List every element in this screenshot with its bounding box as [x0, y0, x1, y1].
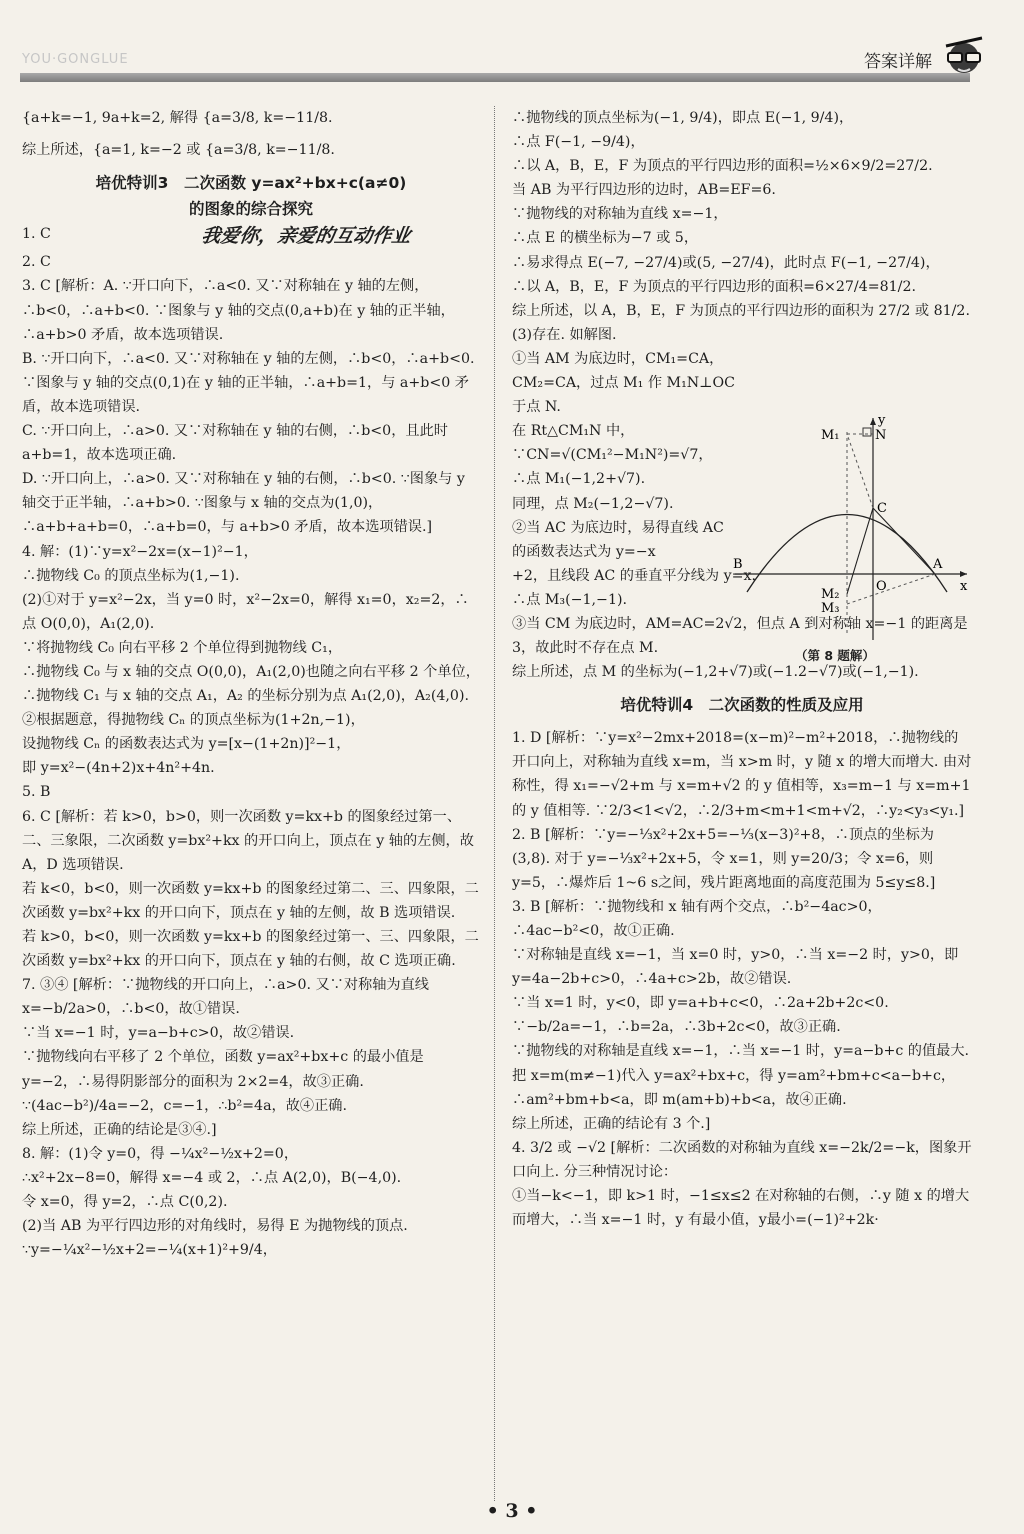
left-pre-line: 综上所述，{a=1, k=−2 或 {a=3/8, k=−11/8. [22, 142, 335, 159]
answer-line: ∵抛物线的对称轴为直线 x=−1， [512, 206, 728, 223]
x-axis-arrow [960, 571, 967, 577]
header-rule [20, 73, 970, 82]
answer-line: ∴抛物线 C₀ 的顶点坐标为(1,−1). [22, 567, 240, 584]
label-m1: M₁ [821, 428, 840, 443]
label-m2: M₂ [821, 587, 840, 602]
answer-line: 1. C [22, 226, 51, 243]
label-c: C [877, 501, 887, 516]
segment-ca [873, 508, 935, 574]
mascot-icon [938, 34, 990, 78]
answer-line: 综上所述，正确的结论有 3 个.] [512, 1115, 711, 1132]
answer-line: ∵y=−¼x²−½x+2=−¼(x+1)²+9/4， [22, 1242, 277, 1259]
answer-line: ∵(4ac−b²)/4a=−2，c=−1，∴b²=4a，故④正确. [22, 1097, 347, 1114]
segment-cm1 [847, 434, 873, 508]
handwritten-note: 我爱你，亲爱的互动作业 [199, 225, 413, 248]
left-pre-line: {a+k=−1, 9a+k=2, 解得 {a=3/8, k=−11/8. [22, 110, 333, 126]
answer-line: ③当 CM 为底边时，AM=AC=2√2，但点 A 到对称轴 x=−1 的距离是 3，故此时不存在点 M. [512, 615, 968, 657]
section-4-title: 培优特训4 二次函数的性质及应用 [620, 696, 864, 715]
page-header [0, 0, 1024, 86]
segment-am3 [847, 574, 935, 604]
answer-line: 综上所述，以 A，B，E，F 为顶点的平行四边形的面积为 27/2 或 81/2. [512, 302, 970, 319]
answer-line: 即 y=x²−(4n+2)x+4n²+4n. [22, 760, 215, 777]
figure-side-text [512, 323, 740, 564]
answer-line: D. ∵开口向上，∴a>0. 又∵对称轴在 y 轴的右侧，∴b<0. ∵图象与 y 轴交于正半轴，∴a+b>0. ∵图象与 x 轴的交点为(1,0)，∴a+b+a+b=0，∴a+b=0，与 a+b>0 矛盾，故本选项错误.] [22, 471, 465, 536]
answer-line: B. ∵开口向下，∴a<0. 又∵对称轴在 y 轴的左侧，∴b<0，∴a+b<0. ∵图象与 y 轴的交点(0,1)在 y 轴的正半轴，∴a+b=1，与 a+b<0 矛盾，故本选项错误. [22, 350, 475, 415]
answer-line: ∴以 A，B，E，F 为顶点的平行四边形的面积=½×6×9/2=27/2. [512, 158, 933, 175]
answer-line: ∴x²+2x−8=0，解得 x=−4 或 2，∴点 A(2,0)，B(−4,0). [22, 1169, 402, 1186]
answer-line: 6. C [解析：若 k>0，b>0，则一次函数 y=kx+b 的图象经过第一、二、三象限，二次函数 y=bx²+kx 的开口向上，顶点在 y 轴的左侧，故 A，D 选项错误. [22, 808, 474, 873]
answer-line: (2)①对于 y=x²−2x，当 y=0 时，x²−2x=0，解得 x₁=0，x₂=2，∴点 O(0,0)，A₁(2,0). [22, 591, 469, 632]
label-m3: M₃ [821, 601, 840, 616]
answer-line: ∴易求得点 E(−7, −27/4)或(5, −27/4)，此时点 F(−1, −27/4)， [512, 254, 940, 271]
answer-line: ∴点 M₃(−1,−1). [512, 591, 628, 608]
column-divider [494, 106, 495, 1501]
answer-line: 在 Rt△CM₁N 中，∵CN=√(CM₁²−M₁N²)=√7， [512, 423, 713, 464]
answer-line: 5. B [22, 784, 51, 801]
answer-line: 当 AB 为平行四边形的边时，AB=EF=6. [512, 182, 776, 199]
brand-text: YOU·GONGLUE [22, 52, 129, 67]
label-b: B [733, 557, 743, 572]
answer-line: ∴点 F(−1, −9/4)， [512, 134, 645, 151]
answer-line: 综上所述，正确的结论是③④.] [22, 1121, 217, 1138]
section-3-title: 培优特训3 二次函数 y=ax²+bx+c(a≠0) [95, 174, 407, 193]
label-a: A [933, 557, 943, 572]
segment-cm2 [847, 508, 873, 594]
answer-line: ∴点 E 的横坐标为−7 或 5， [512, 230, 699, 247]
answer-line: 若 k>0，b<0，则一次函数 y=kx+b 的图象经过第一、三、四象限，二次函数 y=bx²+kx 的开口向下，顶点在 y 轴的右侧，故 C 选项正确. [22, 929, 479, 970]
answer-line: ①当−k<−1，即 k>1 时，−1≤x≤2 在对称轴的右侧，∴y 随 x 的增大而增大，∴当 x=−1 时，y 有最小值，y最小=(−1)²+2k· [512, 1188, 970, 1229]
section-3-subtitle: 的图象的综合探究 [188, 200, 313, 219]
answer-line: 2. C [22, 254, 51, 271]
header-title: 答案详解 [864, 52, 932, 72]
figure-caption: （第 8 题解） [795, 648, 875, 663]
answer-line: ∵抛物线向右平移了 2 个单位，函数 y=ax²+bx+c 的最小值是 y=−2，∴易得阴影部分的面积为 2×2=4，故③正确. [22, 1049, 424, 1090]
answer-line: 3. C [解析：A. ∵开口向下，∴a<0. 又∵对称轴在 y 轴的左侧，∴b<0，∴a+b<0. ∵图象与 y 轴的交点(0,a+b)在 y 轴的正半轴，∴a+b>0 矛盾，故本选项错误. [22, 278, 455, 343]
answer-line: ②根据题意，得抛物线 Cₙ 的顶点坐标为(1+2n,−1)， [22, 712, 365, 729]
answer-line: ②当 AC 为底边时，易得直线 AC 的函数表达式为 y=−x [512, 519, 724, 560]
answer-line: C. ∵开口向上，∴a>0. 又∵对称轴在 y 轴的右侧，∴b<0，且此时 a+b=1，故本选项正确. [22, 423, 448, 464]
answer-line: +2，且线段 AC 的垂直平分线为 y=x， [512, 567, 766, 584]
label-y: y [878, 413, 886, 428]
answer-line: ∵当 x=1 时，y<0，即 y=a+b+c<0，∴2a+2b+2c<0. ∵−b/2a=−1，∴b=2a，∴3b+2c<0，故③正确. [512, 995, 889, 1036]
label-x: x [960, 579, 968, 594]
right-angle-mark [863, 428, 871, 436]
left-column [22, 106, 480, 1262]
answer-line: 同理，点 M₂(−1,2−√7). [512, 495, 674, 512]
answer-line: 令 x=0，得 y=2，∴点 C(0,2). [22, 1194, 228, 1211]
answer-line: ∵将抛物线 C₀ 向右平移 2 个单位得到抛物线 C₁， [22, 639, 343, 656]
answer-line: 8. 解：(1)令 y=0，得 −¼x²−½x+2=0， [22, 1145, 299, 1162]
label-n: N [875, 428, 887, 443]
answer-line: ∴抛物线的顶点坐标为(−1, 9/4)，即点 E(−1, 9/4)， [512, 110, 854, 126]
answer-line: ∵当 x=−1 时，y=a−b+c>0，故②错误. [22, 1025, 295, 1042]
answer-line: ∴抛物线 C₁ 与 x 轴的交点 A₁，A₂ 的坐标分别为点 A₁(2,0)，A₂(4,0). [22, 688, 469, 705]
answer-line: (2)当 AB 为平行四边形的对角线时，易得 E 为抛物线的顶点. [22, 1218, 408, 1235]
answer-line: 3. B [解析：∵抛物线和 x 轴有两个交点，∴b²−4ac>0，∴4ac−b²<0，故①正确. [512, 898, 882, 939]
answer-line: 2. B [解析：∵y=−⅓x²+2x+5=−⅓(x−3)²+8，∴顶点的坐标为(3,8). 对于 y=−⅓x²+2x+5，令 x=1，则 y=20/3；令 x=6，则 y=5，∴爆炸后 1~6 s之间，残片距离地面的高度范围为 5≤y≤8.] [512, 826, 936, 891]
answer-line: 4. 解：(1)∵y=x²−2x=(x−1)²−1， [22, 543, 258, 560]
answer-line: ∴以 A，B，E，F 为顶点的平行四边形的面积=6×27/4=81/2. [512, 278, 916, 295]
answer-line: 综上所述，点 M 的坐标为(−1,2+√7)或(−1.2−√7)或(−1,−1). [512, 664, 919, 681]
answer-line: 设抛物线 Cₙ 的函数表达式为 y=[x−(1+2n)]²−1， [22, 736, 351, 753]
right-column [512, 106, 972, 1232]
page-number: • 3 • [486, 1500, 538, 1522]
answer-line: 7. ③④ [解析：∵抛物线的开口向上，∴a>0. 又∵对称轴为直线 x=−b/2a>0，∴b<0，故①错误. [22, 977, 429, 1018]
y-axis-arrow [870, 418, 876, 425]
answer-line: ∵对称轴是直线 x=−1，当 x=0 时，y>0，∴当 x=−2 时，y>0，即 y=4a−2b+c>0，∴4a+c>2b，故②错误. [512, 947, 959, 988]
answer-line: ∵抛物线的对称轴是直线 x=−1，∴当 x=−1 时，y=a−b+c 的值最大. 把 x=m(m≠−1)代入 y=ax²+bx+c，得 y=am²+bm+c<a−b+c，∴am²+bm+b<a，即 m(am+b)+b<a，故④正确. [512, 1043, 970, 1108]
answer-line: 4. 3/2 或 −√2 [解析：二次函数的对称轴为直线 x=−2k/2=−k，图象开口向上. 分三种情况讨论： [512, 1139, 972, 1180]
answer-line: (3)存在. 如解图. [512, 326, 617, 343]
answer-line: ①当 AM 为底边时，CM₁=CA，CM₂=CA，过点 M₁ 作 M₁N⊥OC 于点 N. [512, 350, 736, 416]
parabola-diagram [735, 412, 975, 642]
answer-line: 1. D [解析：∵y=x²−2mx+2018=(x−m)²−m²+2018，∴抛物线的开口向上，对称轴为直线 x=m，当 x>m 时，y 随 x 的增大而增大. 由对称性，得 x₁=−√2+m 与 x=m+√2 的 y 值相等，x₃=m−1 与 x=m+1 的 y 值相等. ∵2/3<1<√2，∴2/3+m<m+1<m+√2，∴y₂<y₃<y₁.] [512, 730, 972, 819]
answer-line: ∴抛物线 C₀ 与 x 轴的交点 O(0,0)，A₁(2,0)也随之向右平移 2 个单位， [22, 663, 480, 680]
label-o: O [876, 579, 887, 594]
answer-line: ∴点 M₁(−1,2+√7). [512, 471, 646, 488]
figure-q8 [735, 412, 975, 664]
answer-line: 若 k<0，b<0，则一次函数 y=kx+b 的图象经过第二、三、四象限，二次函数 y=bx²+kx 的开口向下，顶点在 y 轴的左侧，故 B 选项错误. [22, 880, 479, 921]
